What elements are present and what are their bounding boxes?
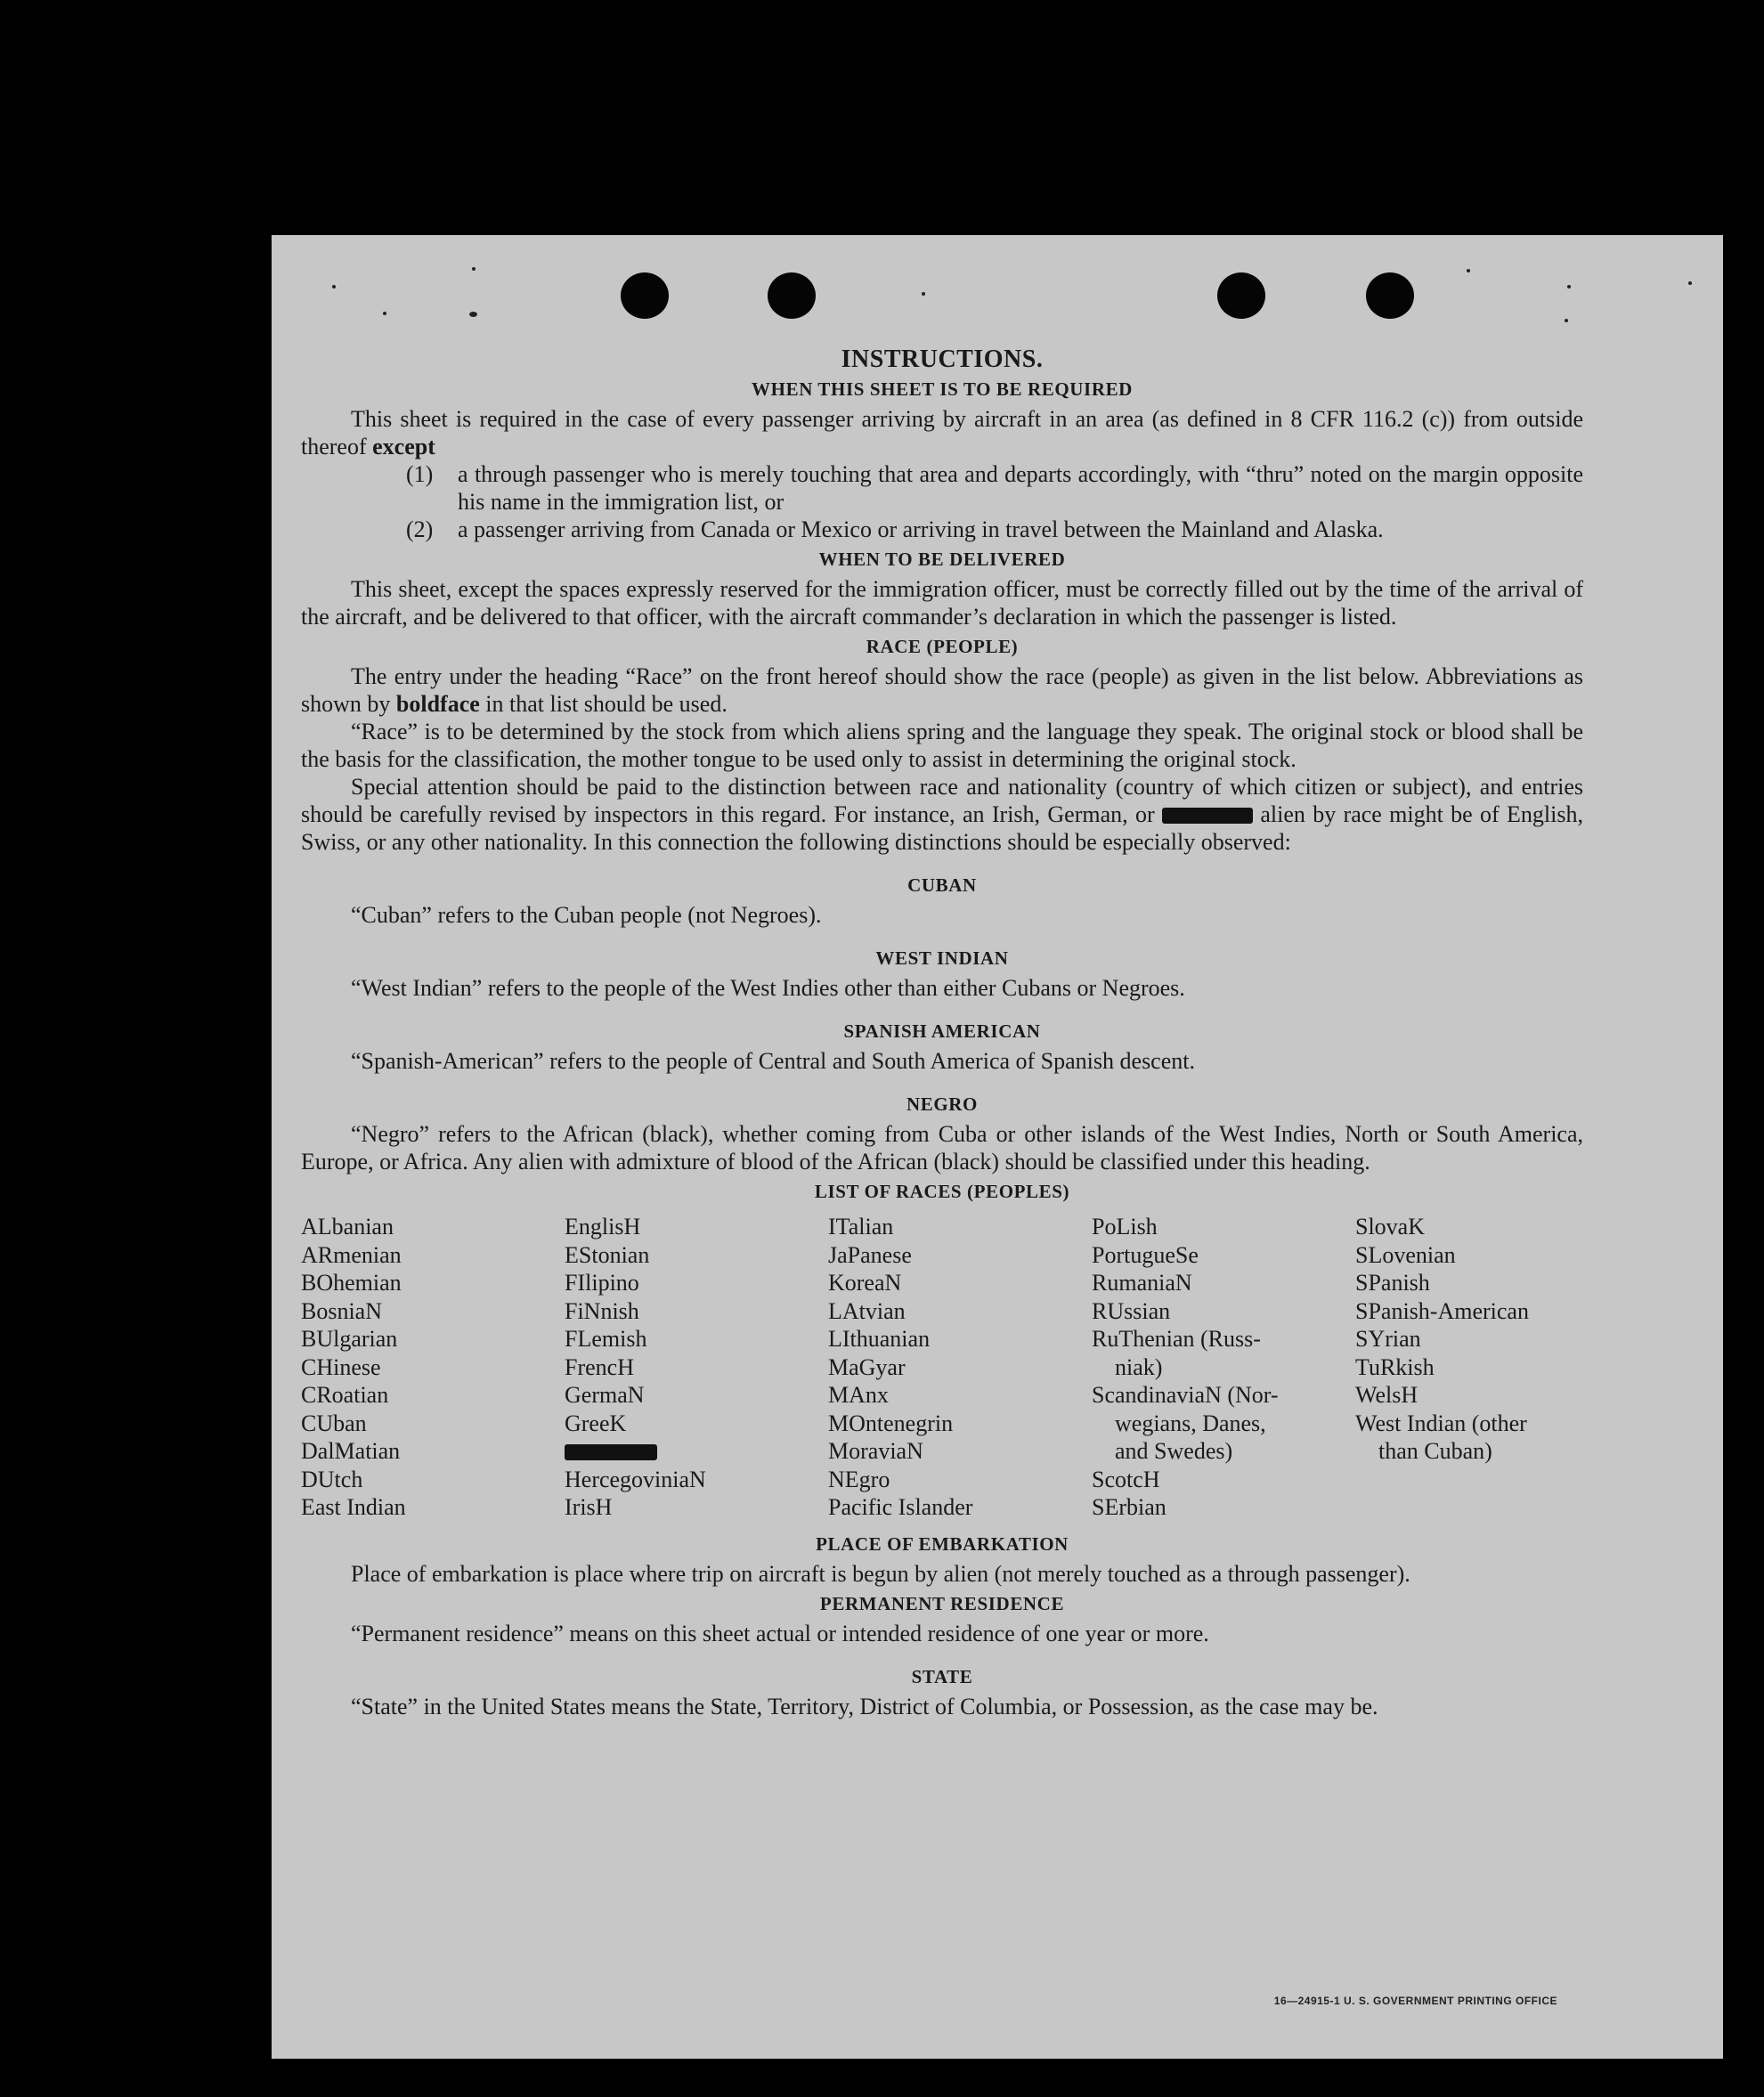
instruction-sheet	[272, 235, 1723, 2059]
race-entry: IrisH	[565, 1494, 613, 1520]
item-text: a passenger arriving from Canada or Mexico or arriving in travel between the Mainland and Alaska.	[458, 516, 1384, 542]
heading-west-indian: WEST INDIAN	[875, 947, 1009, 969]
race-entry: CHinese	[301, 1353, 381, 1380]
race-entry: BOhemian	[301, 1270, 402, 1296]
heading-cuban: CUBAN	[907, 874, 977, 896]
race-entry: RuThenian (Russ-	[1092, 1326, 1261, 1352]
race-entry: PoLish	[1092, 1214, 1158, 1240]
heading-embarkation: PLACE OF EMBARKATION	[816, 1532, 1069, 1555]
embarkation-text: Place of embarkation is place where trip on aircraft is begun by alien (not merely touched as a through passenger).	[351, 1560, 1410, 1587]
printing-office-code: 16—24915-1 U. S. GOVERNMENT PRINTING OFFICE	[1273, 1995, 1557, 2007]
race-entry: LAtvian	[828, 1297, 906, 1324]
when-delivered-text: This sheet, except the spaces expressly reserved for the immigration officer, must be correctly filled out by the time of the arrival of the aircraft, and be delivered to that officer, with the aircraft commander’s declaration in which the passenger is listed.	[301, 576, 1583, 630]
race-entry: JaPanese	[828, 1241, 912, 1268]
race-entry: RumaniaN	[1092, 1270, 1192, 1296]
race-entry: ITalian	[828, 1214, 894, 1240]
exception-item	[406, 460, 1583, 516]
punch-hole	[768, 272, 816, 319]
race-entry: East Indian	[301, 1494, 406, 1520]
race-entry-continued: wegians, Danes,	[1115, 1410, 1266, 1436]
heading-negro: NEGRO	[906, 1093, 978, 1115]
race-entry: DalMatian	[301, 1438, 401, 1464]
race-entry: MoraviaN	[828, 1438, 923, 1464]
speck	[469, 312, 477, 317]
boldface-word: boldface	[395, 691, 480, 717]
heading-residence: PERMANENT RESIDENCE	[819, 1592, 1065, 1614]
heading-state: STATE	[911, 1665, 973, 1687]
page-title: INSTRUCTIONS.	[841, 345, 1044, 373]
when-required-text: This sheet is required in the case of every passenger arriving by aircraft in an area (as defined in 8 CFR 116.2 (c)) from outside thereof	[301, 406, 1583, 459]
race-entry-redacted	[565, 1437, 828, 1466]
race-entry: FIlipino	[565, 1270, 639, 1296]
speck	[1688, 281, 1692, 285]
race-entry: SlovaK	[1355, 1214, 1425, 1240]
speck	[472, 267, 476, 271]
race-entry: ALbanian	[301, 1214, 394, 1240]
race-entry: EnglisH	[565, 1214, 641, 1240]
races-column	[565, 1213, 828, 1522]
heading-list-of-races: LIST OF RACES (PEOPLES)	[814, 1181, 1070, 1202]
state-text: “State” in the United States means the State, Territory, District of Columbia, or Possession, as the case may be.	[351, 1693, 1378, 1719]
race-entry-continued: niak)	[1115, 1353, 1163, 1380]
punch-hole	[621, 272, 669, 319]
race-entry: DUtch	[301, 1466, 363, 1492]
race-entry: SErbian	[1092, 1494, 1167, 1520]
race-entry: FLemish	[565, 1326, 647, 1352]
speck	[922, 292, 925, 296]
race-entry: BUlgarian	[301, 1326, 398, 1352]
negro-text: “Negro” refers to the African (black), whether coming from Cuba or other islands of the West Indies, North or South America, Europe, or Africa. Any alien with admixture of blood of the African (black) should be classified under this heading.	[301, 1121, 1583, 1174]
race-entry: FrencH	[565, 1353, 634, 1380]
race-entry: SPanish-American	[1355, 1297, 1529, 1324]
race-entry: NEgro	[828, 1466, 890, 1492]
race-entry: SYrian	[1355, 1326, 1421, 1352]
spanish-american-text: “Spanish-American” refers to the people of Central and South America of Spanish descent.	[351, 1048, 1195, 1074]
heading-spanish-american: SPANISH AMERICAN	[843, 1020, 1041, 1042]
race-p3-b: alien by race might be of English, Swiss, or any other nationality. In this connection the following distinctions should be especially observed:	[301, 801, 1583, 855]
race-entry: ScotcH	[1092, 1466, 1160, 1492]
heading-when-delivered: WHEN TO BE DELIVERED	[818, 549, 1066, 570]
race-entry: HercegoviniaN	[565, 1466, 706, 1492]
race-entry: ScandinaviaN (Nor-	[1092, 1382, 1279, 1408]
except-word: except	[372, 434, 435, 459]
speck	[1467, 269, 1470, 272]
race-entry: Pacific Islander	[828, 1494, 973, 1520]
race-entry: PortugueSe	[1092, 1241, 1199, 1268]
race-entry: FiNnish	[565, 1297, 639, 1324]
race-entry: GreeK	[565, 1410, 627, 1436]
speck	[332, 285, 336, 289]
speck	[1565, 319, 1568, 322]
west-indian-text: “West Indian” refers to the people of the West Indies other than either Cubans or Negroes.	[351, 975, 1185, 1001]
race-entry-continued: than Cuban)	[1378, 1438, 1492, 1464]
race-entry: GermaN	[565, 1382, 645, 1408]
race-paragraph-3	[301, 773, 1583, 856]
speck	[1567, 285, 1571, 289]
race-entry-continued: and Swedes)	[1115, 1438, 1233, 1464]
races-column	[1092, 1213, 1355, 1522]
punch-hole	[1366, 272, 1414, 319]
race-entry: MOntenegrin	[828, 1410, 954, 1436]
race-entry: LIthuanian	[828, 1326, 931, 1352]
race-p1-b: in that list should be used.	[485, 691, 728, 717]
race-entry: KoreaN	[828, 1270, 902, 1296]
races-column	[301, 1213, 565, 1522]
race-p1-a: The entry under the heading “Race” on the front hereof should show the race (people) as given in the list below. Abbreviations as shown by	[301, 663, 1583, 717]
race-entry: CUban	[301, 1410, 367, 1436]
exception-item	[406, 516, 1583, 543]
speck	[383, 312, 386, 315]
race-entry: MaGyar	[828, 1353, 906, 1380]
redaction-mark	[1162, 808, 1253, 824]
race-entry: ARmenian	[301, 1241, 402, 1268]
item-number: (1)	[406, 461, 434, 487]
race-paragraph-2: “Race” is to be determined by the stock from which aliens spring and the language they speak. The original stock or blood shall be the basis for the classification, the mother tongue to be used only to assist in determining the original stock.	[301, 719, 1583, 772]
race-entry: SLovenian	[1355, 1241, 1456, 1268]
item-text: a through passenger who is merely touching that area and departs accordingly, with “thru” noted on the margin opposite his name in the immigration list, or	[458, 461, 1583, 515]
races-list	[301, 1213, 1583, 1522]
race-entry: SPanish	[1355, 1270, 1430, 1296]
race-paragraph-1	[301, 662, 1583, 718]
race-entry: RUssian	[1092, 1297, 1171, 1324]
races-column	[828, 1213, 1092, 1522]
residence-text: “Permanent residence” means on this sheet actual or intended residence of one year or more.	[351, 1620, 1209, 1646]
cuban-text: “Cuban” refers to the Cuban people (not Negroes).	[351, 902, 822, 928]
race-entry: EStonian	[565, 1241, 650, 1268]
race-entry: TuRkish	[1355, 1353, 1435, 1380]
race-entry: WelsH	[1355, 1382, 1419, 1408]
race-entry: CRoatian	[301, 1382, 389, 1408]
races-column	[1355, 1213, 1587, 1522]
punch-hole	[1217, 272, 1265, 319]
heading-race: RACE (PEOPLE)	[866, 636, 1019, 657]
item-number: (2)	[406, 516, 434, 542]
race-p3-a: Special attention should be paid to the distinction between race and nationality (country of which citizen or subject), and entries should be carefully revised by inspectors in this regard. For instance, an Irish, German, or	[301, 774, 1583, 827]
race-entry: MAnx	[828, 1382, 889, 1408]
when-required-intro	[301, 405, 1583, 460]
race-entry: West Indian (other	[1355, 1410, 1527, 1436]
race-entry: BosniaN	[301, 1297, 382, 1324]
redaction-mark	[565, 1444, 657, 1460]
heading-when-required: WHEN THIS SHEET IS TO BE REQUIRED	[752, 378, 1133, 400]
instructions-content	[301, 345, 1583, 1720]
